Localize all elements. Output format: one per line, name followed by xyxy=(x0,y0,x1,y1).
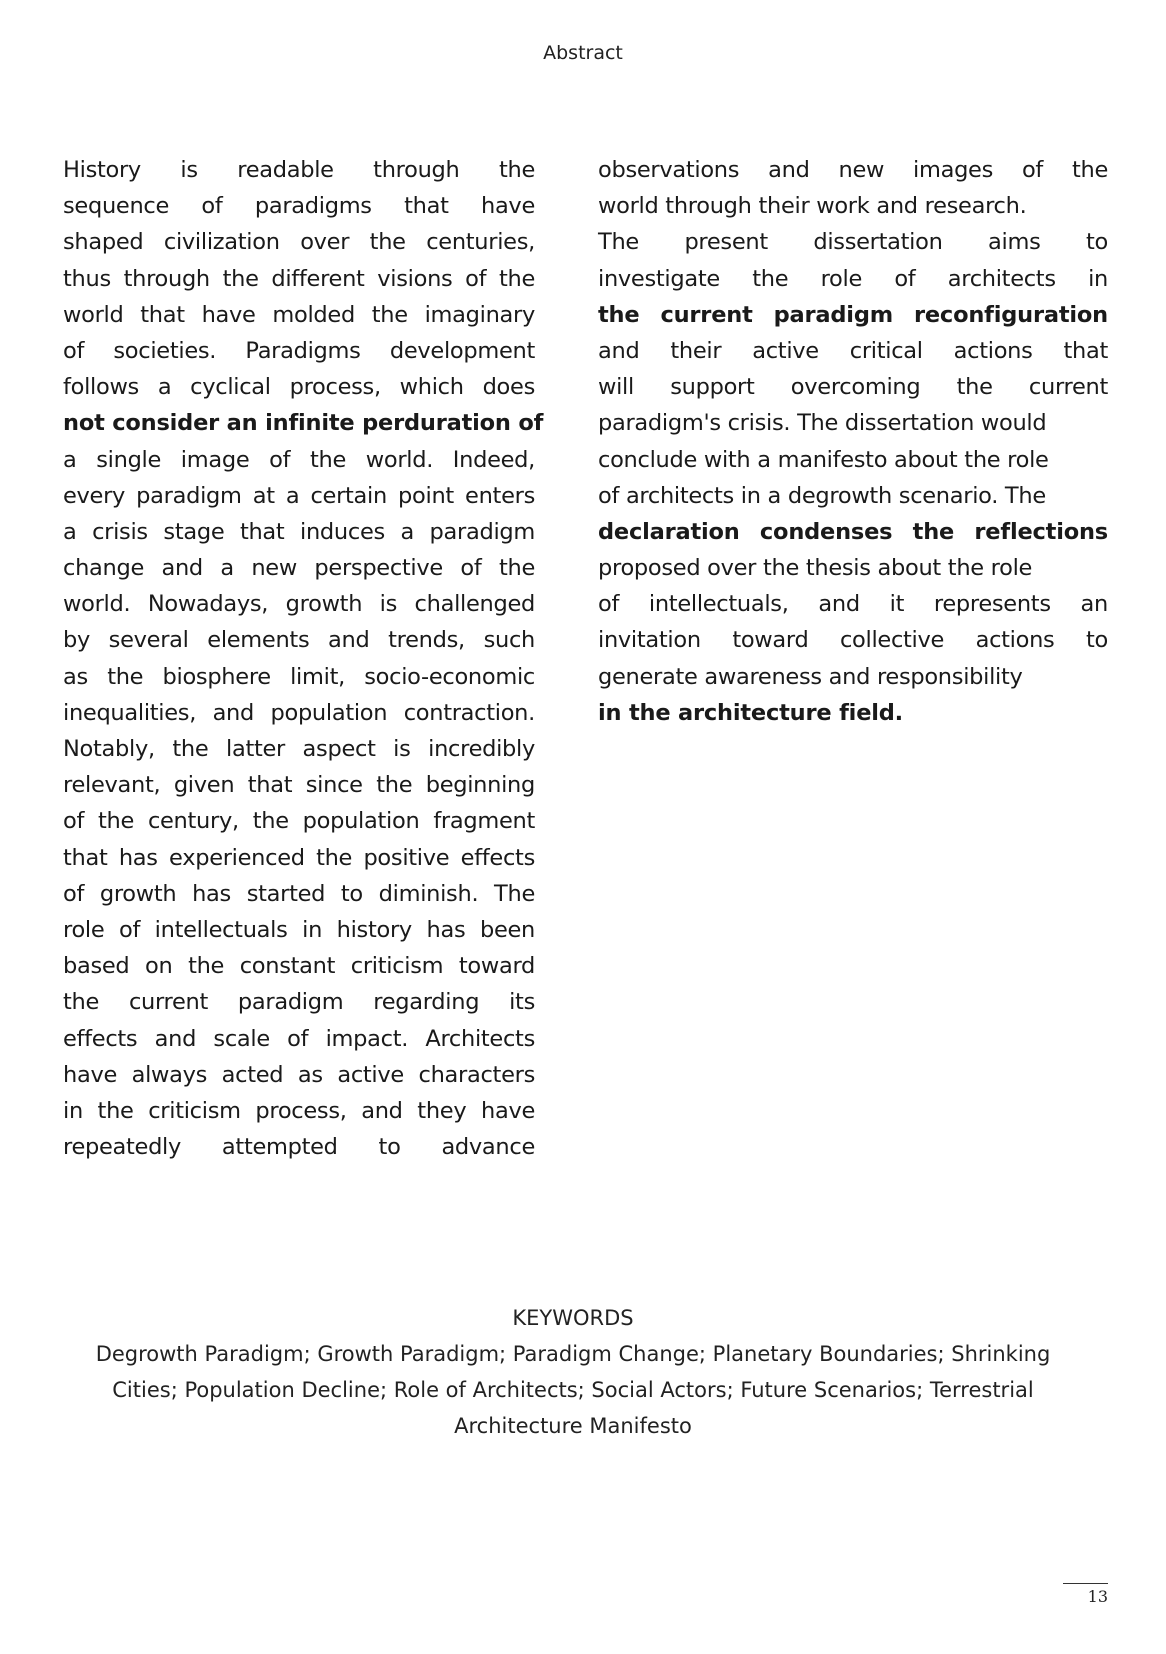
abstract-left-column xyxy=(63,152,544,1165)
text-line: sequence of paradigms that have xyxy=(63,193,535,220)
text-line: observations and new images of the xyxy=(598,157,1108,183)
page-number: 13 xyxy=(1087,1587,1108,1606)
keywords-section xyxy=(60,1300,1086,1444)
text-line: proposed over the thesis about the role xyxy=(598,555,1033,582)
text-line-bold xyxy=(598,514,1108,550)
text-line: of the century, the population fragment xyxy=(63,808,535,835)
keywords-line: Architecture Manifesto xyxy=(454,1414,692,1438)
text-line: The present dissertation aims to xyxy=(598,229,1108,256)
text-line-bold xyxy=(63,405,544,441)
keywords-line: Cities; Population Decline; Role of Architects; Social Actors; Future Scenarios; Terrestrial xyxy=(112,1378,1034,1402)
text-line: invitation toward collective actions to xyxy=(598,627,1108,654)
text-line: role of intellectuals in history has been xyxy=(63,916,535,943)
text-line: a crisis stage that induces a paradigm xyxy=(63,518,535,545)
text-line: repeatedly attempted to advance xyxy=(63,1134,535,1161)
text-line-bold xyxy=(598,297,1108,333)
keywords-line: Degrowth Paradigm; Growth Paradigm; Paradigm Change; Planetary Boundaries; Shrinking xyxy=(95,1342,1051,1366)
text-line: and their active critical actions that xyxy=(598,337,1108,364)
text-line: of societies. Paradigms development xyxy=(63,337,535,364)
bold-text: in the architecture field. xyxy=(598,699,904,726)
keywords-heading: KEYWORDS xyxy=(512,1306,634,1330)
text-line: generate awareness and responsibility xyxy=(598,663,1023,690)
text-line: based on the constant criticism toward xyxy=(63,953,535,980)
text-line: Notably, the latter aspect is incredibly xyxy=(63,736,535,762)
text-line: every paradigm at a certain point enters xyxy=(63,482,535,509)
text-line: in the criticism process, and they have xyxy=(63,1097,535,1124)
text-line: investigate the role of architects in xyxy=(598,265,1108,292)
text-line: world that have molded the imaginary xyxy=(63,301,535,328)
page-number-rule xyxy=(1063,1583,1108,1584)
text-line: effects and scale of impact. Architects xyxy=(63,1025,535,1052)
text-line: will support overcoming the current xyxy=(598,374,1108,401)
text-line-bold xyxy=(598,695,1108,731)
text-line: follows a cyclical process, which does xyxy=(63,374,535,401)
text-line: thus through the different visions of the xyxy=(63,265,535,292)
text-line: have always acted as active characters xyxy=(63,1061,535,1088)
text-line: change and a new perspective of the xyxy=(63,555,535,582)
text-line: shaped civilization over the centuries, xyxy=(63,229,535,256)
text-line: that has experienced the positive effects xyxy=(63,844,535,871)
text-line: the current paradigm regarding its xyxy=(63,989,535,1016)
text-line: relevant, given that since the beginning xyxy=(63,772,535,799)
running-head-title: Abstract xyxy=(543,42,623,64)
text-line: paradigm's crisis. The dissertation would xyxy=(598,410,1047,437)
abstract-right-column xyxy=(598,152,1108,731)
text-line: of architects in a degrowth scenario. The xyxy=(598,482,1046,509)
bold-text: declaration condenses the reflections xyxy=(598,518,1108,545)
text-line: conclude with a manifesto about the role xyxy=(598,446,1049,473)
text-line: world. Nowadays, growth is challenged xyxy=(63,591,535,618)
text-line: a single image of the world. Indeed, xyxy=(63,446,535,473)
text-line: as the biosphere limit, socio-economic xyxy=(63,663,535,690)
bold-text: not consider an infinite perduration of xyxy=(63,410,544,437)
bold-text: the current paradigm reconfiguration xyxy=(598,301,1108,328)
text-line: by several elements and trends, such xyxy=(63,627,535,654)
text-line: world through their work and research. xyxy=(598,193,1027,220)
text-line: inequalities, and population contraction. xyxy=(63,699,535,726)
text-line: of growth has started to diminish. The xyxy=(63,880,535,907)
text-line: History is readable through the xyxy=(63,157,535,183)
text-line: of intellectuals, and it represents an xyxy=(598,591,1108,618)
